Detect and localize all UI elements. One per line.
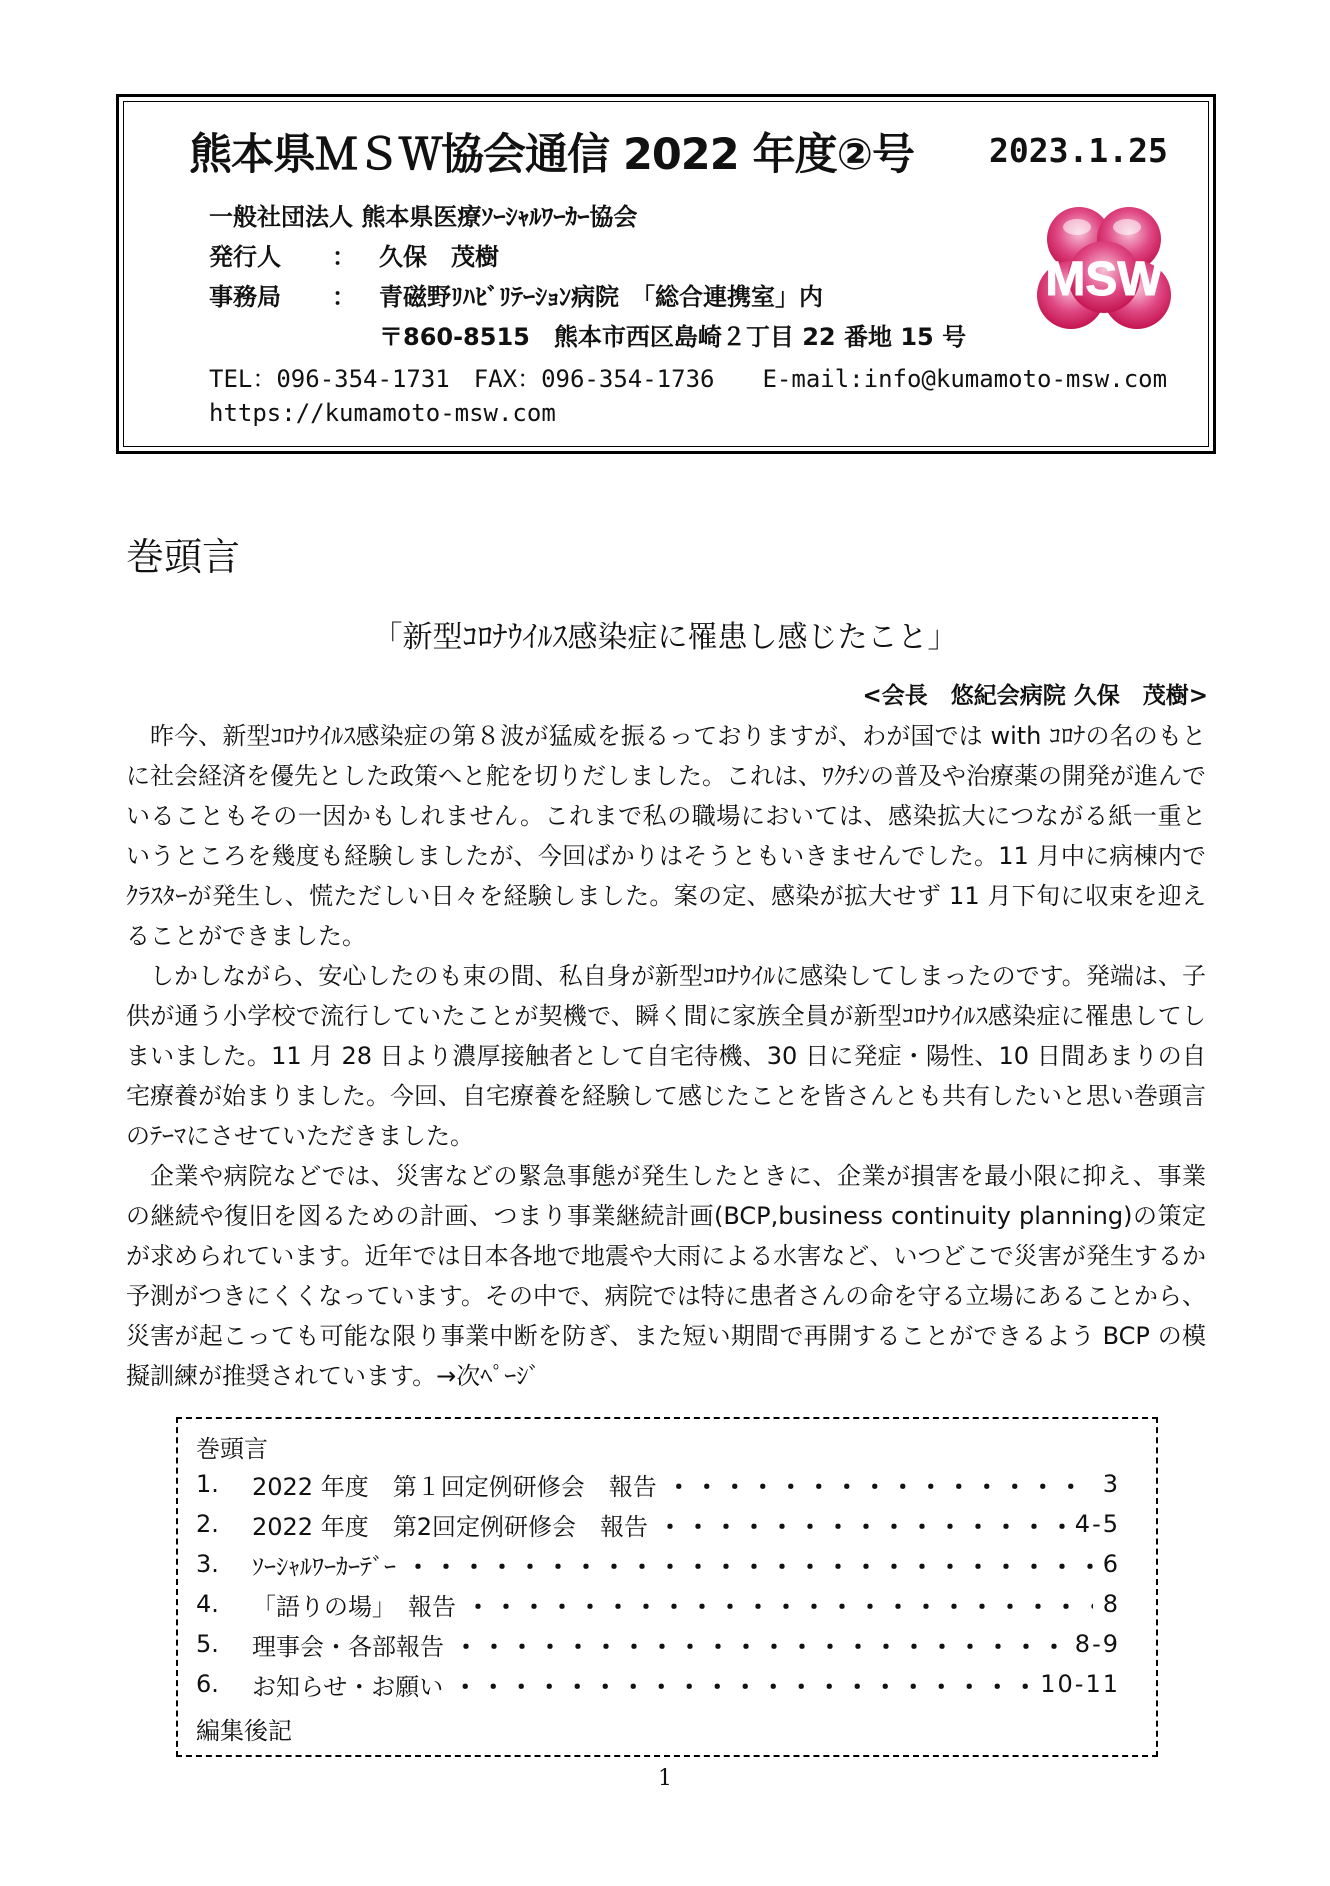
article-paragraph: 企業や病院などでは、災害などの緊急事態が発生したときに、企業が損害を最小限に抑え、事業の継続や復旧を図るための計画、つまり事業継続計画(BCP,business continuity planning)の策定が求められています。近年では日本各地で地震や大雨による水害など、いつどこで災害が発生するか予測がつきにくくなっています。その中で、病院では特に患者さんの命を守る立場にあることから、災害が起こっても可能な限り事業中断を防ぎ、また短い期間で再開することができるよう BCP の模擬訓練が推奨されています。→次ﾍﾟｰｼﾞ (126, 1162, 1206, 1390)
toc-leader-dots (453, 1667, 1030, 1702)
article-paragraph: 昨今、新型ｺﾛﾅｳｲﾙｽ感染症の第８波が猛威を振るっておりますが、わが国では with ｺﾛﾅの名のもとに社会経済を優先とした政策へと舵を切りだしました。これは、ﾜｸﾁﾝの普及や治療薬の開発が進んでいることもその一因かもしれません。これまで私の職場においては、感染拡大につながる紙一重というところを幾度も経験しましたが、今回ばかりはそうともいきませんでした。11 月中に病棟内でｸﾗｽﾀｰが発生し、慌ただしい日々を経験しました。案の定、感染が拡大せず 11 月下旬に収束を迎えることができました。 (126, 722, 1206, 950)
newsletter-title: 熊本県ＭＳＷ協会通信 2022 年度②号 (189, 130, 915, 180)
toc-leader-dots (406, 1547, 1093, 1582)
contact-line: TEL：096-354-1731 FAX：096-354-1736 E-mail:info@kumamoto-msw.com (209, 365, 1168, 393)
toc-item-number: 5. (196, 1630, 219, 1658)
article-paragraph: しかしながら、安心したのも束の間、私自身が新型ｺﾛﾅｳｲﾙに感染してしまったのです。発端は、子供が通う小学校で流行していたことが契機で、瞬く間に家族全員が新型ｺﾛﾅｳｲﾙｽ感染症に罹患してしまいました。11 月 28 日より濃厚接触者として自宅待機、30 日に発症・陽性、10 日間あまりの自宅療養が始まりました。今回、自宅療養を経験して感じたことを皆さんとも共有したいと思い巻頭言のﾃｰﾏにさせていただきました。 (126, 962, 1206, 1150)
logo-text: MSW (1045, 253, 1163, 306)
toc-item[interactable] (196, 1665, 1120, 1703)
toc-foreword[interactable]: 巻頭言 (196, 1435, 268, 1463)
toc-item[interactable] (196, 1625, 1120, 1663)
toc-editors-note[interactable]: 編集後記 (196, 1717, 292, 1745)
toc-item-label: ｿｰｼｬﾙﾜｰｶｰﾃﾞｰ (252, 1552, 396, 1581)
article-title: 「新型ｺﾛﾅｳｲﾙｽ感染症に罹患し感じたこと」 (372, 620, 958, 655)
toc-item-page: 10-11 (1040, 1670, 1120, 1698)
publisher-label: 発行人 (209, 243, 281, 271)
page-number: 1 (658, 1766, 672, 1791)
table-of-contents (176, 1417, 1158, 1757)
toc-leader-dots (466, 1587, 1093, 1622)
toc-item-page: 4-5 (1074, 1510, 1120, 1538)
toc-item-number: 4. (196, 1590, 219, 1618)
toc-item[interactable] (196, 1545, 1120, 1583)
toc-leader-dots (454, 1627, 1065, 1662)
issue-date: 2023.1.25 (989, 131, 1168, 170)
publisher-line (209, 237, 499, 272)
website-link[interactable]: https://kumamoto-msw.com (209, 399, 556, 427)
toc-item[interactable] (196, 1465, 1120, 1503)
office-name: 青磁野ﾘﾊﾋﾞﾘﾃｰｼｮﾝ病院 「総合連携室」内 (379, 283, 823, 311)
toc-item-number: 1. (196, 1470, 219, 1498)
publisher-colon: ： (332, 243, 356, 271)
toc-item-number: 2. (196, 1510, 219, 1538)
toc-item-label: 「語りの場」 報告 (252, 1592, 456, 1621)
newsletter-header (116, 94, 1216, 454)
toc-item-label: お知らせ・お願い (252, 1672, 444, 1701)
toc-item-number: 6. (196, 1670, 219, 1698)
toc-item-label: 2022 年度 第１回定例研修会 報告 (252, 1472, 657, 1501)
article-body (126, 716, 1206, 1396)
publisher-name: 久保 茂樹 (379, 243, 499, 271)
toc-item-number: 3. (196, 1550, 219, 1578)
toc-leader-dots (658, 1507, 1065, 1542)
toc-item-page: 6 (1102, 1550, 1120, 1578)
office-address: 〒860-8515 熊本市西区島崎２丁目 22 番地 15 号 (379, 323, 967, 351)
toc-item-label: 理事会・各部報告 (252, 1632, 444, 1661)
toc-item-page: 8 (1102, 1590, 1120, 1618)
toc-item-label: 2022 年度 第2回定例研修会 報告 (252, 1512, 648, 1541)
section-title: 巻頭言 (126, 535, 241, 579)
toc-item-page: 8-9 (1074, 1630, 1120, 1658)
organization-name: 一般社団法人 熊本県医療ｿｰｼｬﾙﾜｰｶｰ協会 (209, 203, 638, 231)
office-line (209, 277, 823, 312)
toc-item-page: 3 (1102, 1470, 1120, 1498)
toc-leader-dots (667, 1467, 1093, 1502)
toc-item[interactable] (196, 1585, 1120, 1623)
office-colon: ： (332, 283, 356, 311)
msw-logo (1019, 197, 1189, 357)
article-author: <会長 悠紀会病院 久保 茂樹> (862, 683, 1208, 709)
toc-item[interactable] (196, 1505, 1120, 1543)
office-label: 事務局 (209, 283, 281, 311)
